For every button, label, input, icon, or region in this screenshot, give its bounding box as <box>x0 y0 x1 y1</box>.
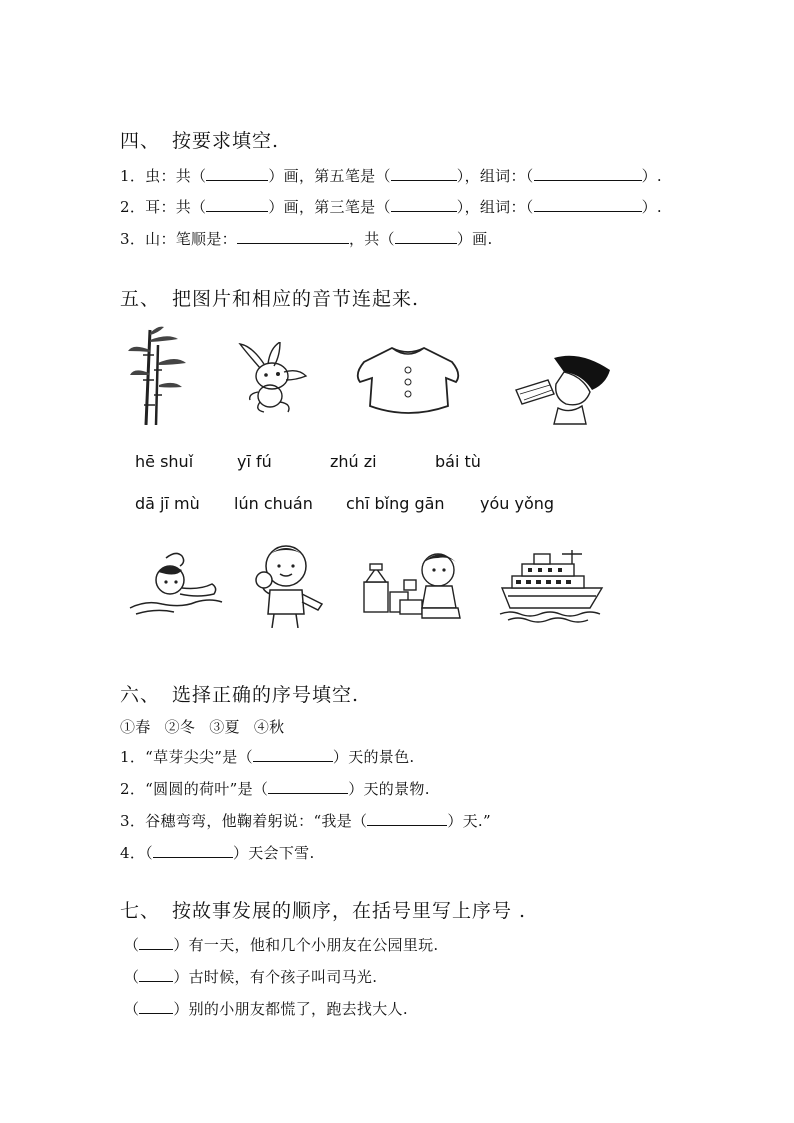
answer-blank[interactable] <box>268 779 348 794</box>
pinyin-da-ji-mu[interactable]: dā jī mù <box>135 494 200 513</box>
drinking-water-image[interactable] <box>510 350 614 426</box>
pinyin-chi-bing-gan[interactable]: chī bǐng gān <box>346 494 445 513</box>
answer-blank[interactable] <box>534 197 642 212</box>
section5-heading <box>120 284 419 311</box>
story-item-2: （ ）古时候，有个孩子叫司马光. <box>124 968 378 986</box>
answer-blank[interactable] <box>206 197 268 212</box>
option-winter: ②冬 <box>164 718 196 736</box>
answer-blank[interactable] <box>391 197 457 212</box>
answer-blank[interactable] <box>367 811 447 826</box>
section4-question-3: 3．山：笔顺是： ，共（ ）画. <box>120 230 493 248</box>
answer-blank[interactable] <box>153 843 233 858</box>
answer-blank[interactable] <box>206 166 268 181</box>
ship-image[interactable] <box>498 548 604 624</box>
section7-title: 按故事发展的顺序，在括号里写上序号 . <box>172 900 527 922</box>
section6-question-1: 1．“草芽尖尖”是（ ）天的景色. <box>120 748 415 766</box>
option-autumn: ④秋 <box>253 718 285 736</box>
section6-question-3: 3．谷穗弯弯，他鞠着躬说：“我是（ ）天.” <box>120 812 491 830</box>
answer-blank[interactable] <box>237 229 349 244</box>
section4-heading <box>120 126 279 153</box>
section4-question-1: 1．虫：共（ ）画，第五笔是（ ），组词：（ ）. <box>120 167 662 185</box>
section6-options <box>120 716 298 737</box>
option-spring: ①春 <box>120 718 151 736</box>
pinyin-yi-fu[interactable]: yī fú <box>237 452 272 471</box>
pinyin-zhu-zi[interactable]: zhú zi <box>330 452 377 471</box>
section5-title: 把图片和相应的音节连起来. <box>172 288 420 310</box>
answer-blank[interactable] <box>534 166 642 181</box>
order-blank[interactable] <box>139 935 173 950</box>
section6-title: 选择正确的序号填空. <box>172 684 360 706</box>
pinyin-you-yong[interactable]: yóu yǒng <box>480 494 555 513</box>
pinyin-he-shui[interactable]: hē shuǐ <box>135 452 194 471</box>
answer-blank[interactable] <box>253 747 333 762</box>
section4-title: 按要求填空. <box>172 130 280 152</box>
section7-number: 七、 <box>120 900 161 922</box>
section6-heading <box>120 680 359 707</box>
section6-question-2: 2．“圆圆的荷叶”是（ ）天的景物. <box>120 780 430 798</box>
eating-cookie-image[interactable] <box>248 540 328 628</box>
section4-question-2: 2．耳：共（ ）画，第三笔是（ ），组词：（ ）. <box>120 198 662 216</box>
option-summer: ③夏 <box>209 718 240 736</box>
answer-blank[interactable] <box>391 166 457 181</box>
pinyin-lun-chuan[interactable]: lún chuán <box>234 494 313 513</box>
section6-question-4: 4．（ ）天会下雪. <box>120 844 315 862</box>
swimming-image[interactable] <box>126 548 226 618</box>
story-item-1: （ ）有一天，他和几个小朋友在公园里玩. <box>124 936 439 954</box>
order-blank[interactable] <box>139 967 173 982</box>
answer-blank[interactable] <box>395 229 457 244</box>
bamboo-image[interactable] <box>128 325 188 425</box>
story-item-3: （ ）别的小朋友都慌了，跑去找大人. <box>124 1000 408 1018</box>
section5-number: 五、 <box>120 288 161 310</box>
clothes-image[interactable] <box>352 344 464 418</box>
section7-heading <box>120 896 526 923</box>
section6-number: 六、 <box>120 684 161 706</box>
rabbit-image[interactable] <box>236 342 312 414</box>
order-blank[interactable] <box>139 999 173 1014</box>
pinyin-bai-tu[interactable]: bái tù <box>435 452 481 471</box>
section4-number: 四、 <box>120 130 161 152</box>
building-blocks-image[interactable] <box>362 546 462 622</box>
